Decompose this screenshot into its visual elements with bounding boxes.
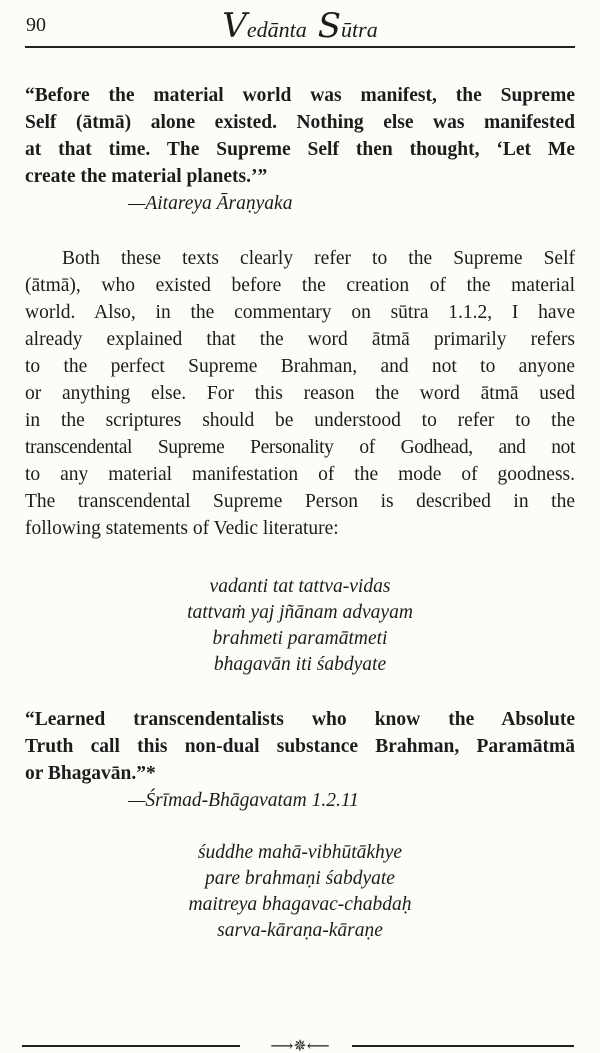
page-number: 90 [26, 14, 46, 36]
verse-line: vadanti tat tattva-vidas [209, 576, 391, 597]
quote-line: Self (ātmā) alone existed. Nothing else was manifested [25, 112, 575, 133]
footer-rule-left [22, 1045, 240, 1047]
quote-attribution: —Aitareya Āraṇyaka [128, 193, 293, 214]
paragraph-line: or anything else. For this reason the word ātmā used [25, 383, 575, 404]
verse-line: sarva-kāraṇa-kāraṇe [217, 920, 383, 941]
footer-ornament-icon: ⟶✵⟵ [270, 1038, 330, 1053]
title-initial: S [317, 6, 342, 46]
title-word: edānta [246, 17, 307, 42]
quote-line: at that time. The Supreme Self then thought, ‘Let Me [25, 139, 575, 160]
paragraph-line: world. Also, in the commentary on sūtra 1.1.2, I have [25, 302, 575, 323]
paragraph-line: to the perfect Supreme Brahman, and not to anyone [25, 356, 575, 377]
footer-rule-right [352, 1045, 574, 1047]
verse-line: bhagavān iti śabdyate [213, 654, 387, 675]
paragraph-line: Both these texts clearly refer to the Supreme Self [62, 248, 575, 269]
quote-line: “Before the material world was manifest, the Supreme [25, 85, 575, 106]
verse-line: tattvaṁ yaj jñānam advayam [187, 602, 413, 623]
quote-line: create the material planets.’” [25, 166, 268, 187]
translation-line: “Learned transcendentalists who know the Absolute [25, 709, 575, 730]
paragraph-line: (ātmā), who existed before the creation of the material [25, 275, 575, 296]
translation-attribution: —Śrīmad-Bhāgavatam 1.2.11 [128, 790, 359, 811]
paragraph-line: transcendental Supreme Personality of Godhead, and not [25, 437, 575, 458]
verse-line: brahmeti paramātmeti [212, 628, 388, 649]
title-initial: V [222, 6, 247, 46]
paragraph-line: The transcendental Supreme Person is described in the [25, 491, 575, 512]
verse-line: maitreya bhagavac-chabdaḥ [188, 894, 412, 915]
paragraph-line: in the scriptures should be understood to refer to the [25, 410, 575, 431]
paragraph-line: to any material manifestation of the mode of goodness. [25, 464, 575, 485]
running-title [0, 6, 600, 46]
verse-line: śuddhe mahā-vibhūtākhye [197, 842, 403, 863]
translation-line: Truth call this non-dual substance Brahman, Paramātmā [25, 736, 575, 757]
paragraph-line: following statements of Vedic literature: [25, 518, 339, 539]
title-word: ūtra [341, 17, 378, 42]
paragraph-line: already explained that the word ātmā primarily refers [25, 329, 575, 350]
translation-line: or Bhagavān.”* [25, 763, 156, 784]
header-rule [25, 46, 575, 48]
verse-line: pare brahmaṇi śabdyate [205, 868, 395, 889]
